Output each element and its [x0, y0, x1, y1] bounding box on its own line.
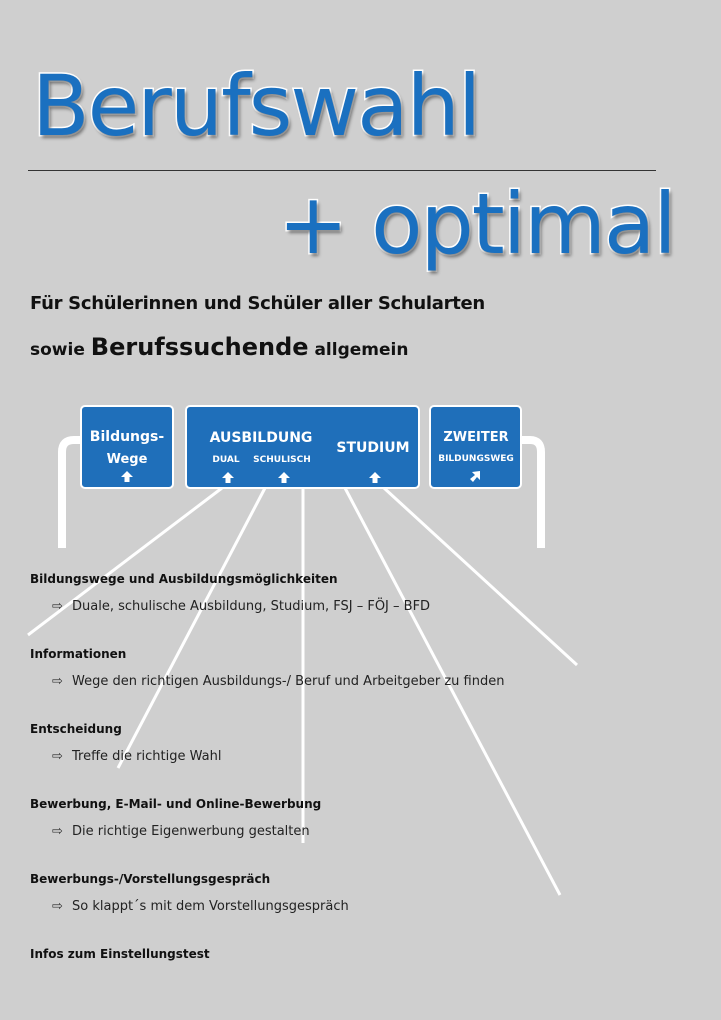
right-rail [521, 440, 541, 548]
section-heading: Bewerbung, E-Mail- und Online-Bewerbung [30, 797, 322, 811]
section-item: ⇨ Duale, schulische Ausbildung, Studium, FSJ – FÖJ – BFD [52, 599, 431, 614]
right-arrow-outline-icon: ⇨ [52, 899, 63, 914]
right-arrow-outline-icon: ⇨ [52, 749, 63, 764]
sign-ausbildung-title: AUSBILDUNG [209, 430, 313, 446]
sign-zweiter-line1: ZWEITER [443, 430, 509, 445]
section-heading: Bildungswege und Ausbildungsmöglichkeiten [30, 572, 338, 586]
section-item: ⇨ So klappt´s mit dem Vorstellungsgespräch [52, 899, 349, 914]
audience-prefix: sowie [30, 340, 85, 360]
section-item: ⇨ Treffe die richtige Wahl [52, 749, 222, 764]
audience-line-1: Für Schülerinnen und Schüler aller Schularten [30, 293, 485, 314]
section-heading: Informationen [30, 647, 127, 661]
sign-bildungswege-line2: Wege [106, 452, 148, 467]
section-heading: Infos zum Einstellungstest [30, 947, 210, 961]
right-arrow-outline-icon: ⇨ [52, 824, 63, 839]
sign-dual: DUAL [212, 455, 240, 465]
title-optimal: + optimal [278, 175, 675, 273]
title-berufswahl: Berufswahl [32, 57, 480, 155]
sign-bildungswege-line1: Bildungs- [89, 429, 165, 445]
right-arrow-outline-icon: ⇨ [52, 674, 63, 689]
section-heading: Entscheidung [30, 722, 122, 736]
sign-zweiter-line2: BILDUNGSWEG [438, 454, 514, 464]
ray-line [384, 488, 577, 665]
audience-emphasis: Berufssuchende [90, 333, 309, 361]
sign-schulisch: SCHULISCH [253, 455, 311, 465]
left-rail [62, 440, 82, 548]
section-item: ⇨ Wege den richtigen Ausbildungs-/ Beruf und Arbeitgeber zu finden [52, 674, 505, 689]
audience-suffix: allgemein [314, 340, 409, 360]
section-item: ⇨ Die richtige Eigenwerbung gestalten [52, 824, 310, 839]
section-heading: Bewerbungs-/Vorstellungsgespräch [30, 872, 271, 886]
sign-studium: STUDIUM [336, 440, 410, 456]
ray-line [118, 488, 265, 768]
right-arrow-outline-icon: ⇨ [52, 599, 63, 614]
